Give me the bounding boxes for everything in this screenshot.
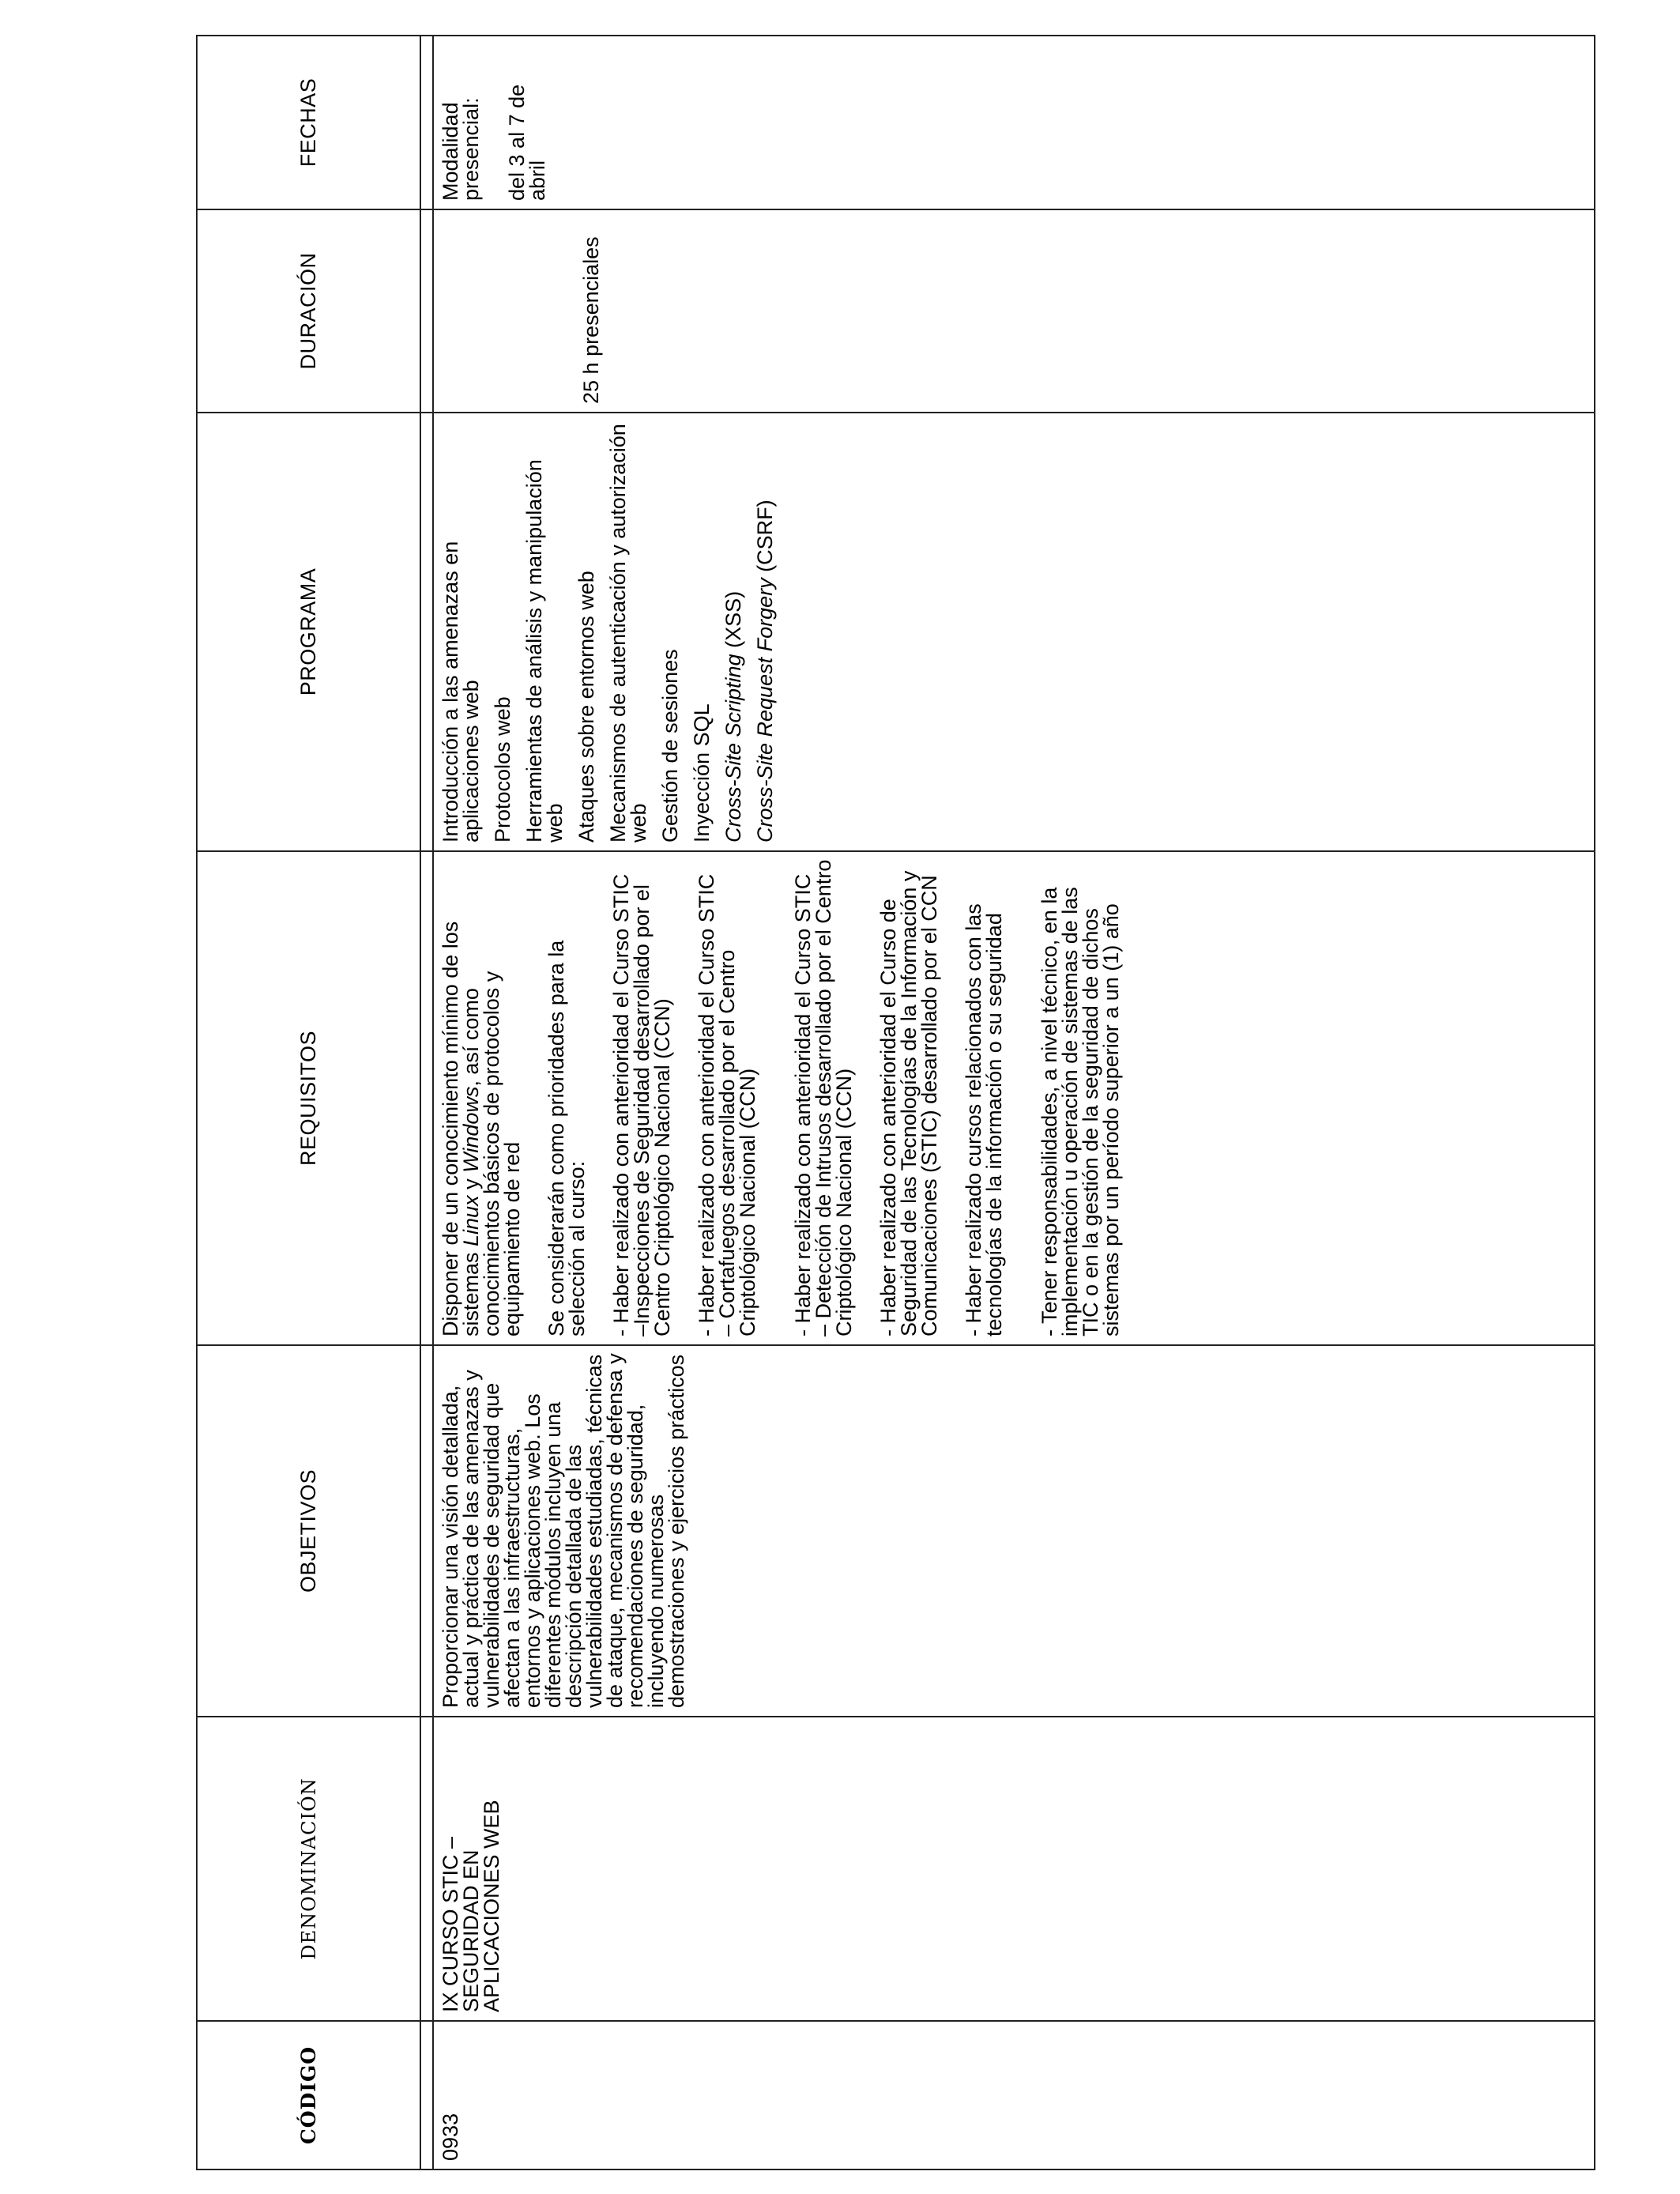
- cell-denominacion: [433, 1717, 1595, 2021]
- header-row: [197, 36, 420, 2169]
- requirement-item: - Haber realizado con anterioridad el Curso STIC – Detección de Intrusos desarrollado por el Centro Criptológico Nacional (CCN): [791, 859, 856, 1336]
- program-item: Ataques sobre entornos web: [574, 571, 598, 843]
- requirement-item: - Haber realizado con anterioridad el Curso STIC –Inspecciones de Seguridad desarrollado por el Centro Criptológico Nacional (CCN): [609, 873, 674, 1336]
- program-item: Protocolos web: [491, 696, 514, 843]
- course-code: 0933: [439, 2113, 462, 2161]
- header-requisitos: REQUISITOS: [197, 851, 420, 1345]
- header-programa: PROGRAMA: [197, 413, 420, 851]
- requirements-priorities: Se considerarán como prioridades para la selección al curso:: [544, 940, 589, 1336]
- requirement-item: - Haber realizado con anterioridad el Curso de Seguridad de las Tecnologías de la Información y Comunicaciones (STIC) desarrollado por el CCN: [876, 870, 941, 1336]
- course-name: IX CURSO STIC – SEGURIDAD EN APLICACIONES WEB: [439, 1800, 503, 2012]
- cell-fechas: [433, 36, 1595, 209]
- program-item: Mecanismos de autenticación y autorización web: [606, 424, 650, 843]
- cell-objetivos: [433, 1345, 1595, 1717]
- program-item: Herramientas de análisis y manipulación web: [522, 459, 567, 843]
- course-modality: Modalidad presencial:: [439, 97, 483, 201]
- header-objetivos: OBJETIVOS: [197, 1345, 420, 1717]
- spacer-row: [420, 36, 433, 2169]
- header-codigo: CÓDIGO: [197, 2021, 420, 2169]
- cell-requisitos: [433, 851, 1595, 1345]
- requirement-item: - Haber realizado cursos relacionados con las tecnologías de la información o su seguridad: [962, 903, 1006, 1336]
- header-fechas: FECHAS: [197, 36, 420, 209]
- cell-duracion: [433, 209, 1595, 413]
- program-item-csrf: Cross-Site Request Forgery (CSRF): [753, 499, 777, 843]
- course-duration: 25 h presenciales: [579, 236, 603, 404]
- program-item-xss: Cross-Site Scripting (XSS): [721, 590, 745, 843]
- cell-codigo: [433, 2021, 1595, 2169]
- course-table: [196, 35, 1595, 2170]
- program-item: Inyección SQL: [690, 703, 714, 843]
- header-denominacion: DENOMINACIÓN: [197, 1717, 420, 2021]
- program-item: Introducción a las amenazas en aplicaciones web: [439, 541, 483, 843]
- program-item: Gestión de sesiones: [658, 649, 682, 843]
- requirements-intro: Disponer de un conocimiento mínimo de los sistemas Linux y Windows, así como conocimientos básicos de protocolos y equipamiento de red: [439, 921, 524, 1336]
- requirement-item: - Haber realizado con anterioridad el Curso STIC – Cortafuegos desarrollado por el Centro Criptológico Nacional (CCN): [695, 873, 759, 1336]
- header-duracion: DURACIÓN: [197, 209, 420, 413]
- course-objectives: Proporcionar una visión detallada, actual y práctica de las amenazas y vulnerabilidades de seguridad que afectan a las infraestructuras, entornos y aplicaciones web. Los diferentes módulos incluyen una descripción detallada de las vulnerabilidades estudiadas, técnicas de ataque, mecanismos de defensa y recomendaciones de seguridad, incluyendo numerosas demostraciones y ejercicios prácticos: [439, 1353, 688, 1708]
- course-row: [433, 36, 1595, 2169]
- cell-programa: [433, 413, 1595, 851]
- requirement-item: - Tener responsabilidades, a nivel técnico, en la implementación u operación de sistemas de las TIC o en la gestión de la seguridad de dichos sistemas por un período superior a un (1) año: [1038, 887, 1123, 1336]
- course-dates: del 3 al 7 de abril: [505, 84, 549, 201]
